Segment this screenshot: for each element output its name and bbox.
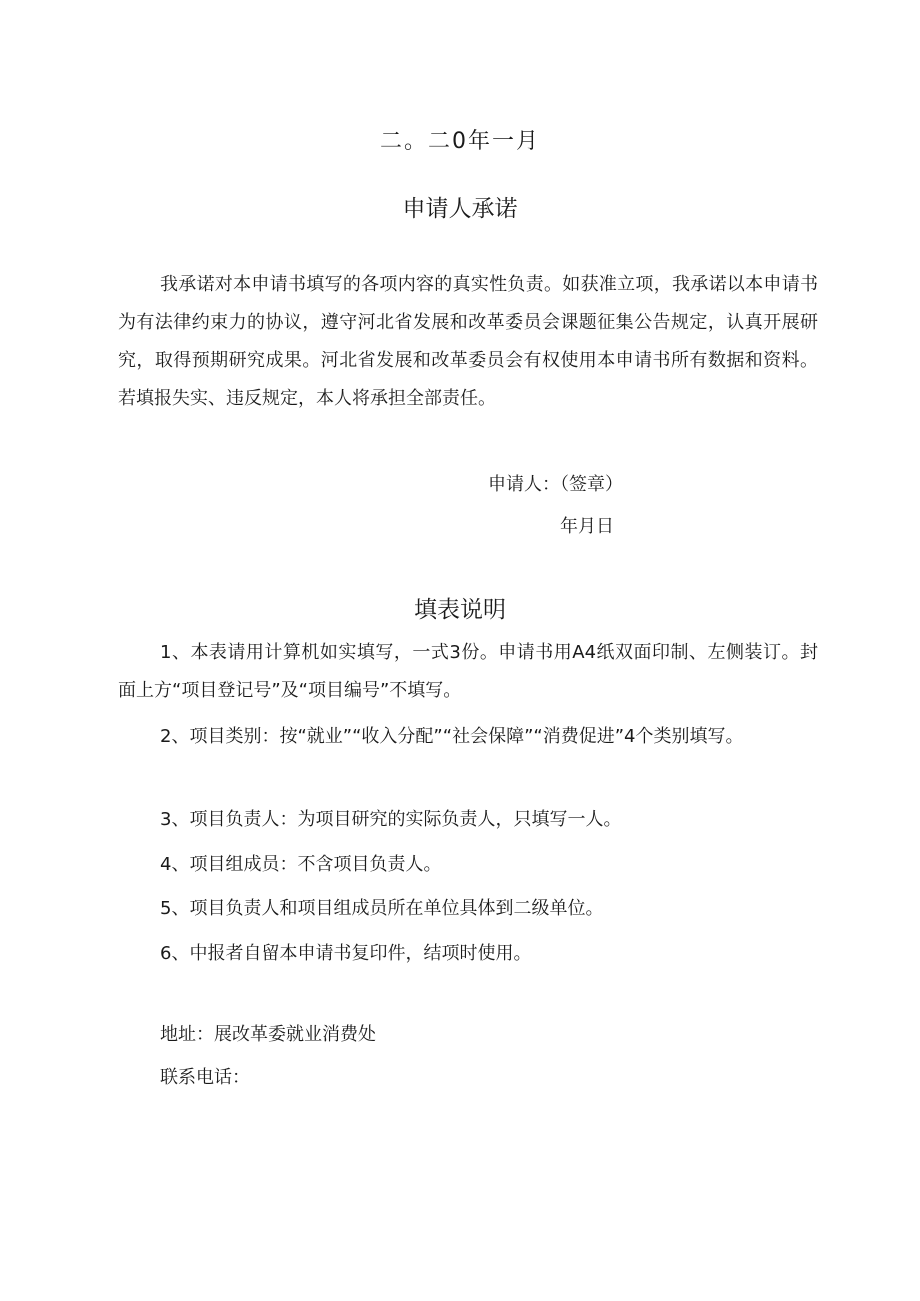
instruction-item: 1、本表请用计算机如实填写，一式3份。申请书用A4纸双面印制、左侧装订。封面上方“项目登记号”及“项目编号”不填写。 (118, 642, 818, 701)
contact-phone: 联系电话： (160, 1067, 250, 1088)
instruction-item: 4、项目组成员：不含项目负责人。 (160, 854, 442, 875)
instructions-heading: 填表说明 (414, 597, 506, 623)
contact-address: 地址：展改革委就业消费处 (160, 1024, 376, 1045)
date-line: 二。二0年一月 (380, 129, 540, 154)
instruction-item: 5、项目负责人和项目组成员所在单位具体到二级单位。 (160, 898, 604, 919)
signature-date-label: 年月日 (560, 516, 614, 537)
instruction-item: 6、中报者自留本申请书复印件，结项时使用。 (160, 943, 532, 964)
instruction-item: 3、项目负责人：为项目研究的实际负责人，只填写一人。 (160, 809, 622, 830)
promise-heading: 申请人承诺 (402, 196, 518, 222)
applicant-signature-label: 申请人：（签章） (488, 474, 623, 495)
promise-paragraph: 我承诺对本申请书填写的各项内容的真实性负责。如获准立项，我承诺以本申请书为有法律约束力的协议，遵守河北省发展和改革委员会课题征集公告规定，认真开展研究，取得预期研究成果。河北省发展和改革委员会有权使用本申请书所有数据和资料。若填报失实、违反规定，本人将承担全部责任。 (118, 274, 818, 409)
instruction-item: 2、项目类别：按“就业”“收入分配”“社会保障”“消费促进”4个类别填写。 (160, 726, 744, 747)
